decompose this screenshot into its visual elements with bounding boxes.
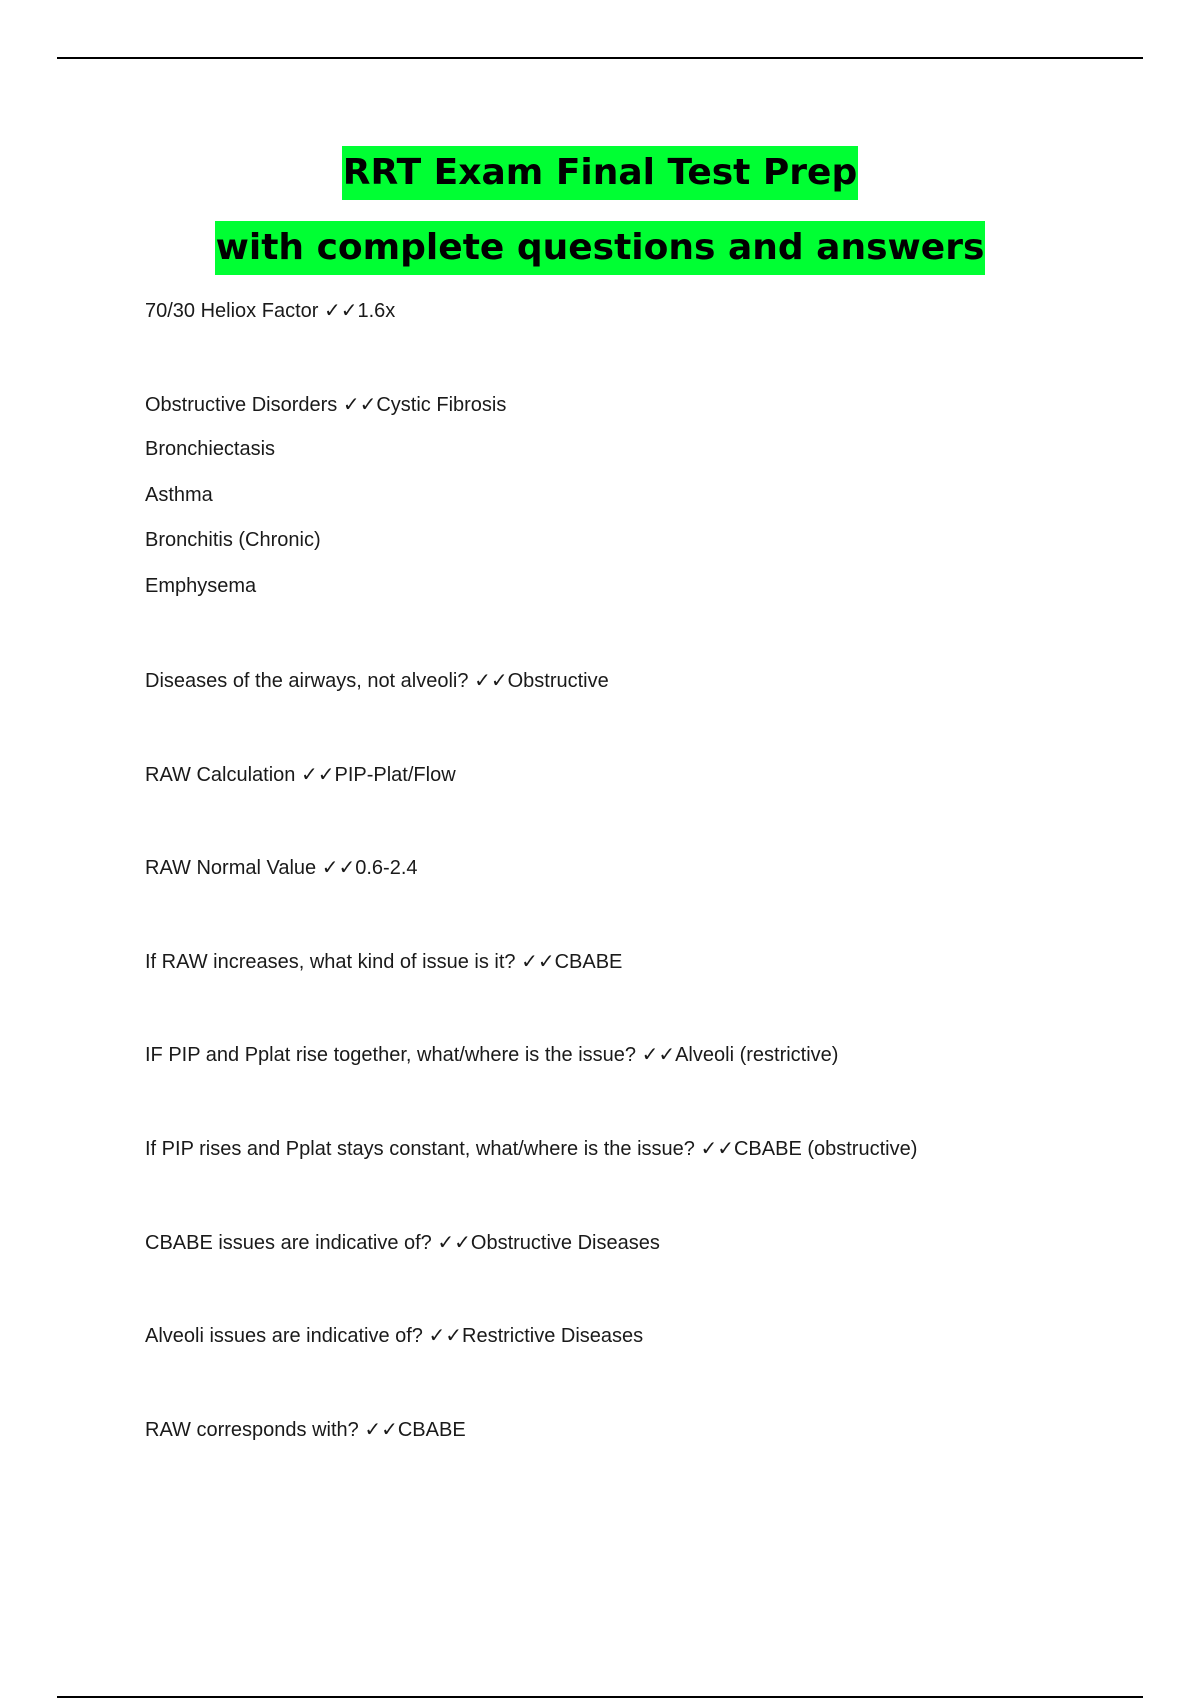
double-check-icon: ✓✓ — [342, 392, 377, 416]
answer-continuation — [145, 482, 213, 508]
answer-continuation — [145, 527, 321, 553]
double-check-icon: ✓✓ — [428, 1323, 462, 1347]
question-text: IF PIP and Pplat rise together, what/where is the issue? — [145, 1044, 642, 1066]
answer-text: CBABE (obstructive) — [733, 1138, 918, 1160]
answer-text: Restrictive Diseases — [462, 1325, 644, 1347]
question-text: 70/30 Heliox Factor — [145, 300, 324, 322]
qa-entry — [145, 391, 506, 418]
answer-text: 0.6-2.4 — [355, 857, 418, 879]
question-text: If RAW increases, what kind of issue is it? — [145, 951, 522, 973]
answer-text: CBABE — [554, 951, 623, 973]
qa-entry — [145, 854, 418, 881]
answer-text: 1.6x — [357, 300, 396, 322]
title-line-1-container — [0, 146, 1200, 200]
qa-entry — [145, 1416, 466, 1443]
title-line-2-container — [0, 221, 1200, 275]
qa-entry — [145, 1135, 917, 1162]
answer-text: Asthma — [145, 484, 213, 506]
qa-entry — [145, 297, 395, 324]
qa-entry — [145, 667, 609, 694]
answer-text: PIP-Plat/Flow — [334, 764, 456, 786]
double-check-icon: ✓✓ — [521, 949, 555, 973]
qa-entry — [145, 1041, 838, 1068]
question-text: Obstructive Disorders — [145, 394, 343, 416]
answer-text: Obstructive Diseases — [470, 1232, 660, 1254]
double-check-icon: ✓✓ — [437, 1230, 471, 1254]
double-check-icon: ✓✓ — [700, 1136, 734, 1160]
question-text: Diseases of the airways, not alveoli? — [145, 670, 475, 692]
question-text: Alveoli issues are indicative of? — [145, 1325, 429, 1347]
double-check-icon: ✓✓ — [323, 298, 358, 322]
answer-continuation — [145, 436, 275, 462]
document-title: RRT Exam Final Test Prep — [342, 146, 858, 200]
qa-entry — [145, 761, 456, 788]
question-text: RAW Calculation — [145, 764, 301, 786]
answer-text: Bronchitis (Chronic) — [145, 529, 321, 551]
answer-text: Obstructive — [507, 670, 609, 692]
qa-entry — [145, 1322, 643, 1349]
double-check-icon: ✓✓ — [321, 855, 356, 879]
answer-text: CBABE — [397, 1419, 466, 1441]
answer-text: Emphysema — [145, 575, 257, 597]
double-check-icon: ✓✓ — [474, 668, 508, 692]
header-rule — [57, 57, 1143, 59]
answer-text: Cystic Fibrosis — [376, 394, 507, 416]
answer-continuation — [145, 573, 256, 599]
question-text: If PIP rises and Pplat stays constant, what/where is the issue? — [145, 1138, 701, 1160]
question-text: RAW Normal Value — [145, 857, 322, 879]
qa-entry — [145, 1229, 660, 1256]
qa-entry — [145, 948, 622, 975]
answer-text: Bronchiectasis — [145, 438, 276, 460]
document-subtitle: with complete questions and answers — [215, 221, 986, 275]
question-text: RAW corresponds with? — [145, 1419, 365, 1441]
double-check-icon: ✓✓ — [300, 762, 335, 786]
double-check-icon: ✓✓ — [641, 1042, 676, 1066]
answer-text: Alveoli (restrictive) — [675, 1044, 839, 1066]
question-text: CBABE issues are indicative of? — [145, 1232, 438, 1254]
double-check-icon: ✓✓ — [364, 1417, 398, 1441]
footer-rule — [57, 1696, 1143, 1698]
